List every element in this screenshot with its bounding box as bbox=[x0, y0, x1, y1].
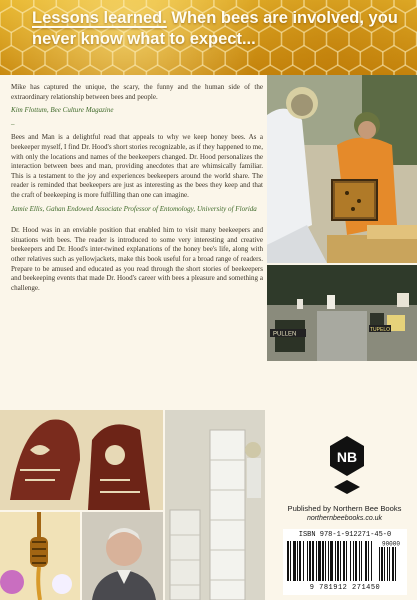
logo-letters: NB bbox=[336, 449, 358, 465]
back-cover-text bbox=[11, 83, 263, 297]
header-banner bbox=[0, 0, 417, 75]
apiary-photo bbox=[267, 265, 417, 361]
headline-rest: When bees are involved, you never know what to expect... bbox=[32, 9, 398, 48]
blurb-2-text: Bees and Man is a delightful read that appeals to why we keep honey bees. As a beekeeper myself, I find Dr. Hood's short stories recognizable, as if they happened to me, with only the locations and names of the beekeepers changed. Dr. Hood personalizes the interaction between bees and man, providing anecdotes that are whimsically familiar. This is a testament to the joy and experiences beekeepers around the world share. The reader is reminded that beekeepers are just as interesting as the bees they keep and that the craft of beekeeping is more fulfilling than one can imagine. bbox=[11, 133, 263, 199]
honey-dipper-photo bbox=[0, 512, 80, 600]
pullen-sign: PULLEN bbox=[273, 331, 297, 338]
blurb-separator: – bbox=[11, 119, 15, 128]
publisher-website: northernbeebooks.co.uk bbox=[306, 515, 383, 522]
isbn-label: ISBN 978-1-912271-45-0 bbox=[298, 531, 392, 539]
beekeepers-photo bbox=[267, 75, 417, 263]
isbn-barcode bbox=[283, 529, 407, 595]
publisher-name: Published by Northern Bee Books bbox=[287, 504, 402, 513]
price-code: 90000 bbox=[381, 541, 401, 548]
author-photo bbox=[82, 512, 163, 600]
header-headline bbox=[32, 8, 402, 50]
northern-bee-books-logo bbox=[326, 434, 368, 499]
publisher-info bbox=[277, 504, 412, 524]
blurb-2-attribution: Jamie Ellis, Gahan Endowed Associate Professor of Entomology, University of Florida bbox=[11, 204, 257, 213]
book-description: Dr. Hood was in an enviable position that enabled him to visit many beekeepers and situations with bees. The reader is introduced to some very interesting and creative beekeepers and Dr. Hood's inter-twined explanations of the honey bee's life, along with other relatives such as yellowjackets, make this book useful for a broad range of readers. Prepare to be amused and educated as you read through the short stories of beekeepers and beekeeping events that made Dr. Hood's career with bees a pleasure and something a challenge. bbox=[11, 226, 263, 292]
headline-emphasis: Lessons learned. bbox=[32, 9, 167, 27]
hive-stacks-photo bbox=[165, 410, 265, 600]
ean-digits: 9 781912 271450 bbox=[309, 584, 381, 592]
blurb-1-text: Mike has captured the unique, the scary, the funny and the human side of the extraordinary relationship between bees and people. bbox=[11, 83, 263, 101]
tupelo-sign: TUPELO bbox=[370, 327, 391, 333]
barcode-bars bbox=[287, 541, 403, 583]
woodcut-illustration bbox=[0, 410, 163, 510]
blurb-1-attribution: Kim Flottum, Bee Culture Magazine bbox=[11, 106, 114, 115]
